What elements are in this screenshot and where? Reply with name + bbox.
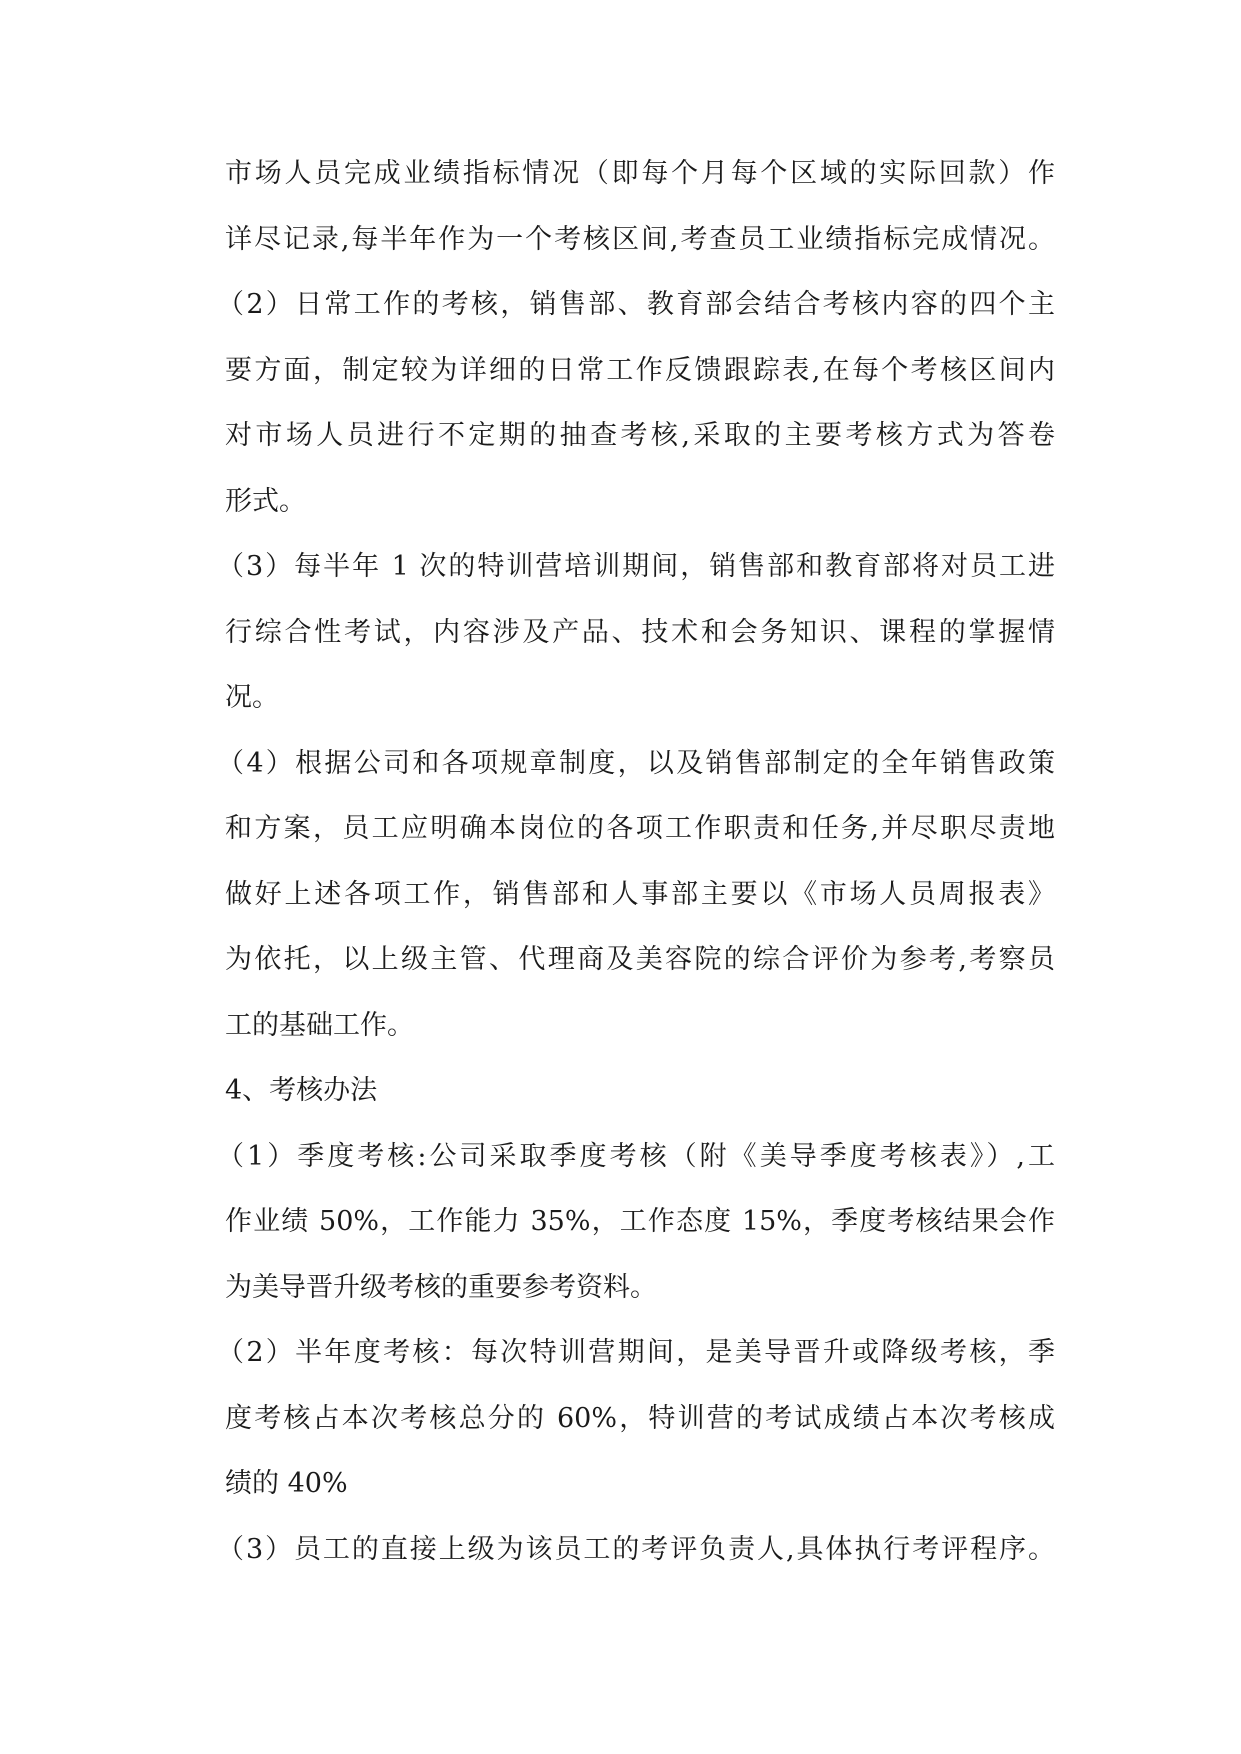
text-line: 为美导晋升级考核的重要参考资料。 [225, 1271, 657, 1303]
text-line: 形式。 [225, 485, 306, 517]
text-line: 绩的 40% [225, 1468, 348, 1499]
text-line: 做好上述各项工作，销售部和人事部主要以《市场人员周报表》 [225, 878, 1055, 910]
text-line: 为依托，以上级主管、代理商及美容院的综合评价为参考,考察员 [225, 944, 1055, 975]
text-line: 作业绩 50%，工作能力 35%，工作态度 15%，季度考核结果会作 [225, 1206, 1055, 1237]
text-line: （3）员工的直接上级为该员工的考评负责人,具体执行考评程序。 [217, 1533, 1055, 1565]
text-line: 度考核占本次考核总分的 60%，特训营的考试成绩占本次考核成 [225, 1402, 1055, 1434]
text-line: 市场人员完成业绩指标情况（即每个月每个区域的实际回款）作 [225, 158, 1055, 189]
text-line: （3）每半年 1 次的特训营培训期间，销售部和教育部将对员工进 [217, 551, 1055, 582]
text-line: 详尽记录,每半年作为一个考核区间,考查员工业绩指标完成情况。 [225, 223, 1055, 255]
text-line: 对市场人员进行不定期的抽查考核,采取的主要考核方式为答卷 [225, 420, 1055, 451]
text-line: 要方面，制定较为详细的日常工作反馈跟踪表,在每个考核区间内 [225, 354, 1055, 386]
text-line: （2）日常工作的考核，销售部、教育部会结合考核内容的四个主 [217, 289, 1055, 320]
text-line: 和方案，员工应明确本岗位的各项工作职责和任务,并尽职尽责地 [225, 813, 1055, 844]
text-line: 况。 [225, 682, 279, 713]
text-line: （4）根据公司和各项规章制度，以及销售部制定的全年销售政策 [217, 747, 1055, 779]
document-body [217, 158, 1055, 1601]
section-heading: 4、考核办法 [225, 1075, 378, 1106]
text-line: （1）季度考核:公司采取季度考核（附《美导季度考核表》）,工 [217, 1140, 1055, 1172]
text-line: 行综合性考试，内容涉及产品、技术和会务知识、课程的掌握情 [225, 616, 1055, 648]
text-line: （2）半年度考核：每次特训营期间，是美导晋升或降级考核，季 [217, 1337, 1055, 1368]
text-line: 工的基础工作。 [225, 1009, 414, 1041]
